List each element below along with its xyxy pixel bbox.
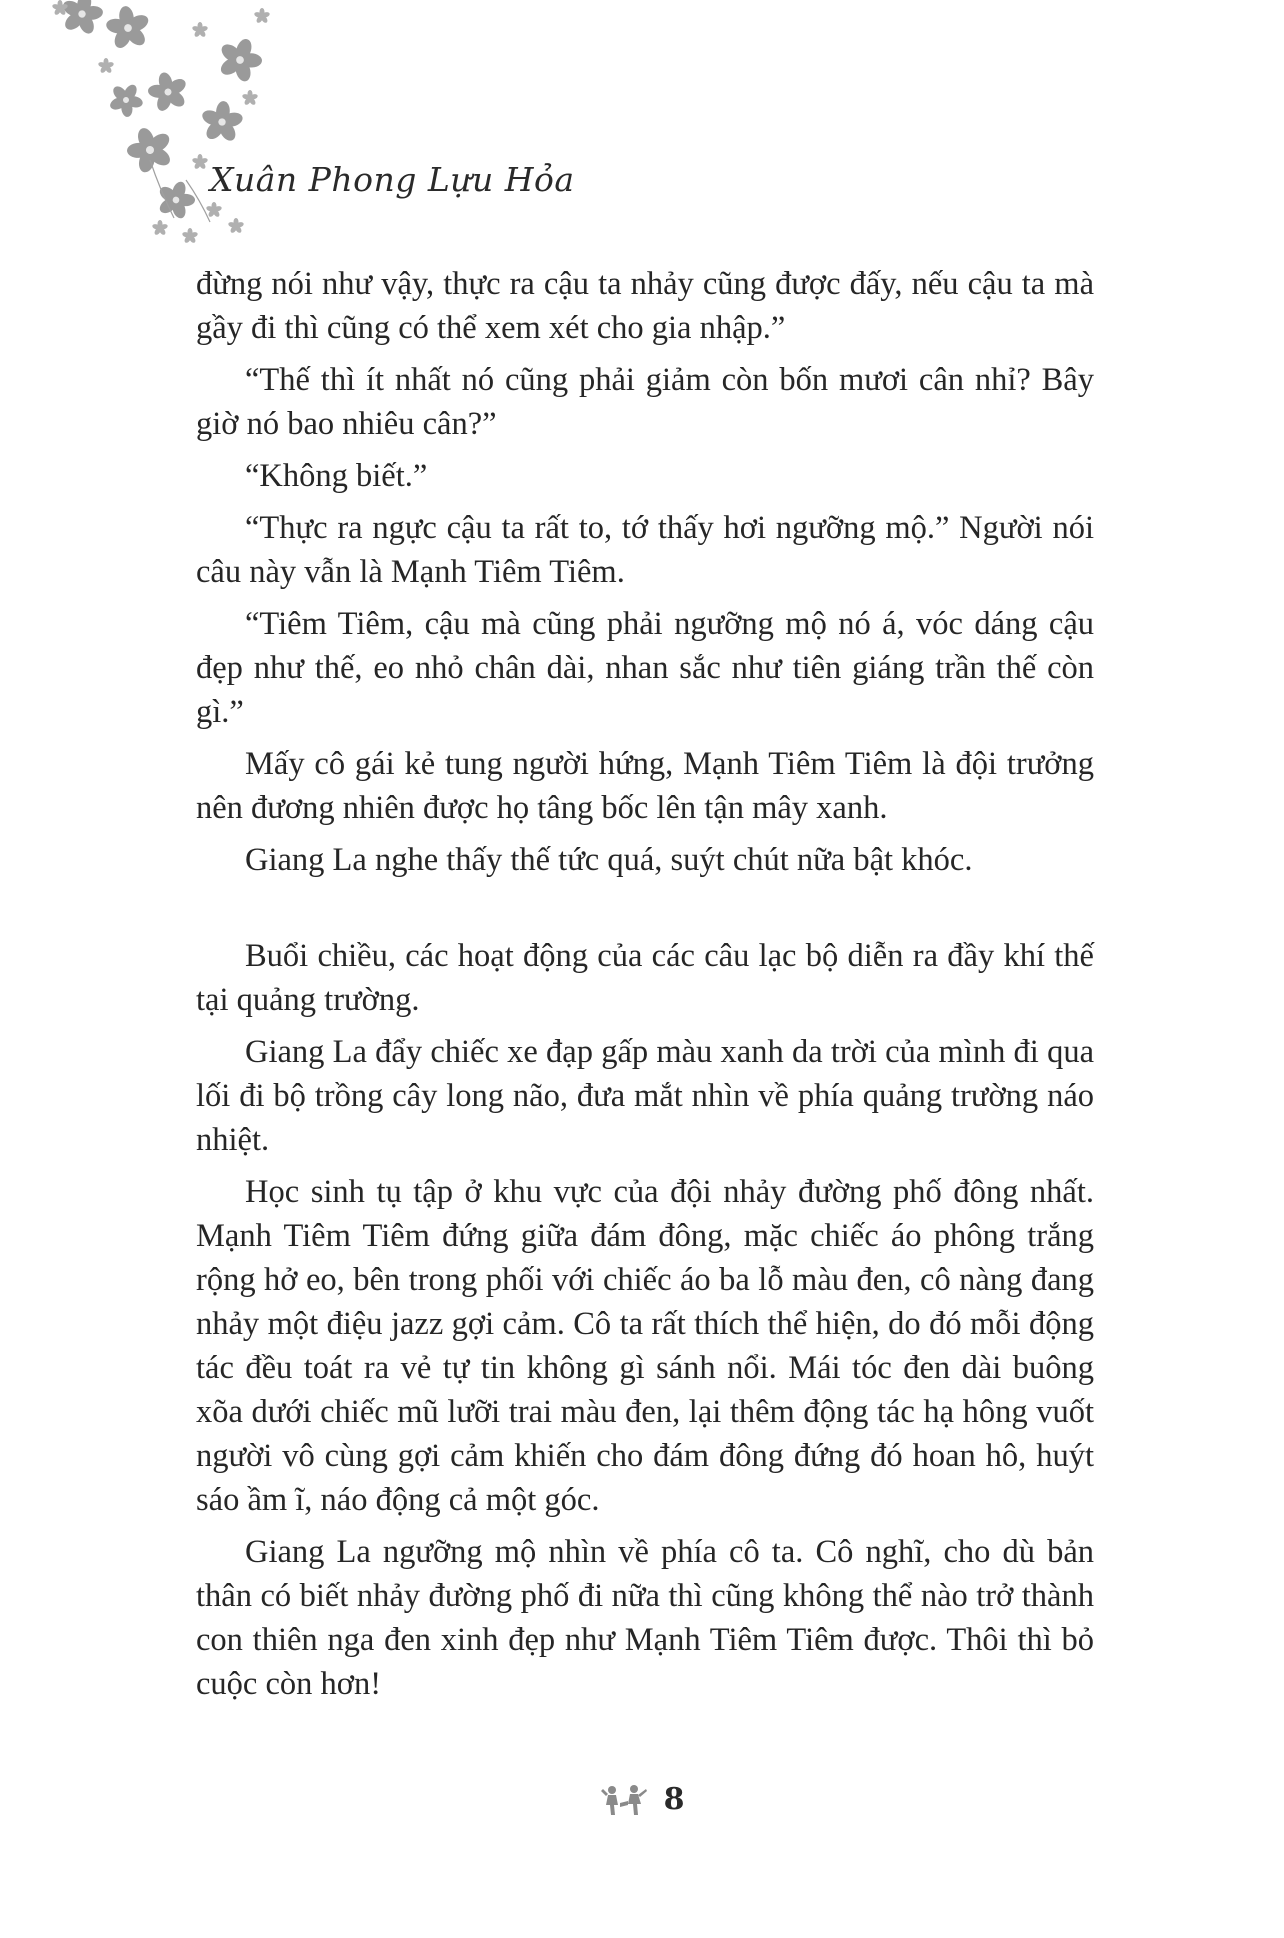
paragraph: Học sinh tụ tập ở khu vực của đội nhảy đường phố đông nhất. Mạnh Tiêm Tiêm đứng giữa đám đông, mặc chiếc áo phông trắng rộng hở eo, bên trong phối với chiếc áo ba lỗ màu đen, cô nàng đang nhảy một điệu jazz gợi cảm. Cô ta rất thích thể hiện, do đó mỗi động tác đều toát ra vẻ tự tin không gì sánh nổi. Mái tóc đen dài buông xõa dưới chiếc mũ lưỡi trai màu đen, lại thêm động tác hạ hông vuốt người vô cùng gợi cảm khiến cho đám đông đứng đó hoan hô, huýt sáo ầm ĩ, náo động cả một góc. bbox=[196, 1174, 1094, 1518]
dancing-figures-icon bbox=[600, 1783, 650, 1817]
running-title: Xuân Phong Lựu Hỏa bbox=[210, 160, 575, 199]
text-body bbox=[196, 262, 1094, 1714]
page-footer bbox=[0, 1782, 1284, 1817]
paragraph: đừng nói như vậy, thực ra cậu ta nhảy cũng được đấy, nếu cậu ta mà gầy đi thì cũng có thể xem xét cho gia nhập.” bbox=[196, 266, 1094, 346]
paragraph: Giang La ngưỡng mộ nhìn về phía cô ta. Cô nghĩ, cho dù bản thân có biết nhảy đường phố đi nữa thì cũng không thể nào trở thành con thiên nga đen xinh đẹp như Mạnh Tiêm Tiêm được. Thôi thì bỏ cuộc còn hơn! bbox=[196, 1534, 1094, 1702]
paragraph: Giang La đẩy chiếc xe đạp gấp màu xanh da trời của mình đi qua lối đi bộ trồng cây long não, đưa mắt nhìn về phía quảng trường náo nhiệt. bbox=[196, 1034, 1094, 1158]
page-number: 8 bbox=[663, 1782, 685, 1817]
paragraph: “Thế thì ít nhất nó cũng phải giảm còn bốn mươi cân nhỉ? Bây giờ nó bao nhiêu cân?” bbox=[196, 362, 1094, 442]
cherry-blossom-decoration-icon bbox=[0, 0, 320, 260]
paragraph: “Tiêm Tiêm, cậu mà cũng phải ngưỡng mộ nó á, vóc dáng cậu đẹp như thế, eo nhỏ chân dài, nhan sắc như tiên giáng trần thế còn gì.” bbox=[196, 606, 1094, 730]
paragraph: Mấy cô gái kẻ tung người hứng, Mạnh Tiêm Tiêm là đội trưởng nên đương nhiên được họ tâng bốc lên tận mây xanh. bbox=[196, 746, 1094, 826]
paragraph: “Không biết.” bbox=[245, 458, 428, 494]
paragraph: Buổi chiều, các hoạt động của các câu lạc bộ diễn ra đầy khí thế tại quảng trường. bbox=[196, 938, 1094, 1018]
paragraph: “Thực ra ngực cậu ta rất to, tớ thấy hơi ngưỡng mộ.” Người nói câu này vẫn là Mạnh Tiêm Tiêm. bbox=[196, 510, 1094, 590]
paragraph: Giang La nghe thấy thế tức quá, suýt chút nữa bật khóc. bbox=[245, 842, 973, 878]
